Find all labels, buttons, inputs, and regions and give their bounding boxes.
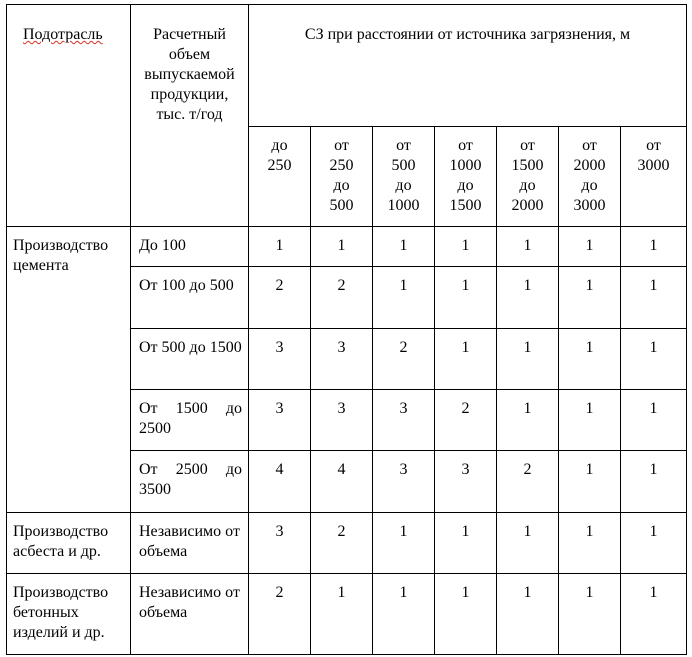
sz-value-cell: 1 [435,329,497,390]
sz-value-cell: 1 [621,267,687,329]
distance-header-cell [249,127,311,227]
distance-header-line: 1500 [511,157,544,174]
distance-header-line: 1000 [387,197,420,214]
distance-header-line: до [333,177,350,194]
distance-header-cell [621,127,687,227]
sz-value-cell: 3 [311,329,373,390]
sz-value-cell: 2 [435,390,497,451]
distance-header-line: 250 [267,157,292,174]
sz-value-cell: 3 [435,451,497,513]
sz-distance-header: СЗ при расстоянии от источника загрязнения, м [249,5,687,127]
sz-value-cell: 1 [373,574,435,655]
sz-value-cell: 1 [435,267,497,329]
volume-cell: От 2500 до 3500 [131,451,249,513]
sz-value-cell: 2 [311,513,373,574]
sz-value-cell: 3 [249,513,311,574]
sz-value-cell: 2 [311,267,373,329]
sz-value-cell: 1 [621,329,687,390]
distance-header-line: 500 [391,157,416,174]
distance-header-line: 1500 [449,197,482,214]
sz-value-cell: 1 [497,574,559,655]
sz-value-cell: 1 [435,227,497,267]
sz-value-cell: 1 [249,227,311,267]
sz-value-cell: 1 [559,513,621,574]
distance-header-line: от [458,137,473,154]
sz-value-cell: 1 [373,267,435,329]
sz-value-cell: 1 [559,451,621,513]
volume-header-line: объем [168,46,211,63]
sz-value-cell: 1 [559,227,621,267]
sz-value-cell: 1 [621,227,687,267]
sz-value-cell: 3 [311,390,373,451]
subindustry-cell: Производство бетонных изделий и др. [7,574,131,655]
sz-value-cell: 4 [249,451,311,513]
sz-value-cell: 1 [621,513,687,574]
distance-header-line: до [519,177,536,194]
distance-header-cell [559,127,621,227]
sz-value-cell: 1 [559,329,621,390]
sz-value-cell: 3 [373,451,435,513]
volume-header-line: тыс. т/год [156,106,223,123]
distance-header-line: 1000 [449,157,482,174]
sz-value-cell: 1 [497,329,559,390]
sz-value-cell: 3 [249,329,311,390]
sz-value-cell: 1 [497,227,559,267]
distance-header-line: до [457,177,474,194]
distance-header-line: 500 [329,197,354,214]
distance-header-line: 2000 [511,197,544,214]
sz-value-cell: 1 [559,390,621,451]
header-row [7,5,687,127]
distance-header-line: до [271,137,288,154]
subindustry-header: Подотрасль [7,5,131,227]
sz-value-cell: 2 [249,267,311,329]
sz-value-cell: 4 [311,451,373,513]
sz-value-cell: 1 [373,513,435,574]
distance-header-line: 250 [329,157,354,174]
volume-cell: От 1500 до 2500 [131,390,249,451]
sz-value-cell: 1 [497,390,559,451]
sz-value-cell: 2 [497,451,559,513]
distance-header-line: до [581,177,598,194]
distance-header-line: 3000 [573,197,606,214]
distance-header-line: от [396,137,411,154]
volume-cell: От 100 до 500 [131,267,249,329]
sz-value-cell: 2 [249,574,311,655]
volume-cell: От 500 до 1500 [131,329,249,390]
sz-value-cell: 1 [621,390,687,451]
table-row [7,513,687,574]
distance-header-cell [497,127,559,227]
volume-header-line: выпускаемой [144,66,235,83]
distance-header-cell [435,127,497,227]
sz-value-cell: 1 [621,451,687,513]
distance-header-line: от [582,137,597,154]
distance-header-line: 3000 [637,157,670,174]
pollution-zone-table [6,4,687,655]
sz-value-cell: 1 [621,574,687,655]
table-row [7,227,687,267]
distance-header-cell [373,127,435,227]
distance-header-line: до [395,177,412,194]
sz-value-cell: 1 [559,574,621,655]
sz-value-cell: 1 [497,513,559,574]
volume-cell: До 100 [131,227,249,267]
volume-header [131,5,249,227]
volume-cell: Независимо от объема [131,574,249,655]
volume-cell: Независимо от объема [131,513,249,574]
distance-header-line: от [520,137,535,154]
distance-header-line: от [334,137,349,154]
sz-value-cell: 1 [497,267,559,329]
sz-value-cell: 3 [373,390,435,451]
sz-value-cell: 1 [559,267,621,329]
table-row [7,574,687,655]
sz-value-cell: 1 [311,227,373,267]
sz-value-cell: 1 [435,513,497,574]
distance-header-cell [311,127,373,227]
subindustry-cell: Производство цемента [7,227,131,513]
distance-header-line: 2000 [573,157,606,174]
sz-value-cell: 1 [373,227,435,267]
volume-header-line: продукции, [150,86,229,103]
volume-header-line: Расчетный [153,26,226,43]
sz-value-cell: 3 [249,390,311,451]
sz-value-cell: 2 [373,329,435,390]
sz-value-cell: 1 [311,574,373,655]
subindustry-cell: Производство асбеста и др. [7,513,131,574]
distance-header-line: от [646,137,661,154]
sz-value-cell: 1 [435,574,497,655]
